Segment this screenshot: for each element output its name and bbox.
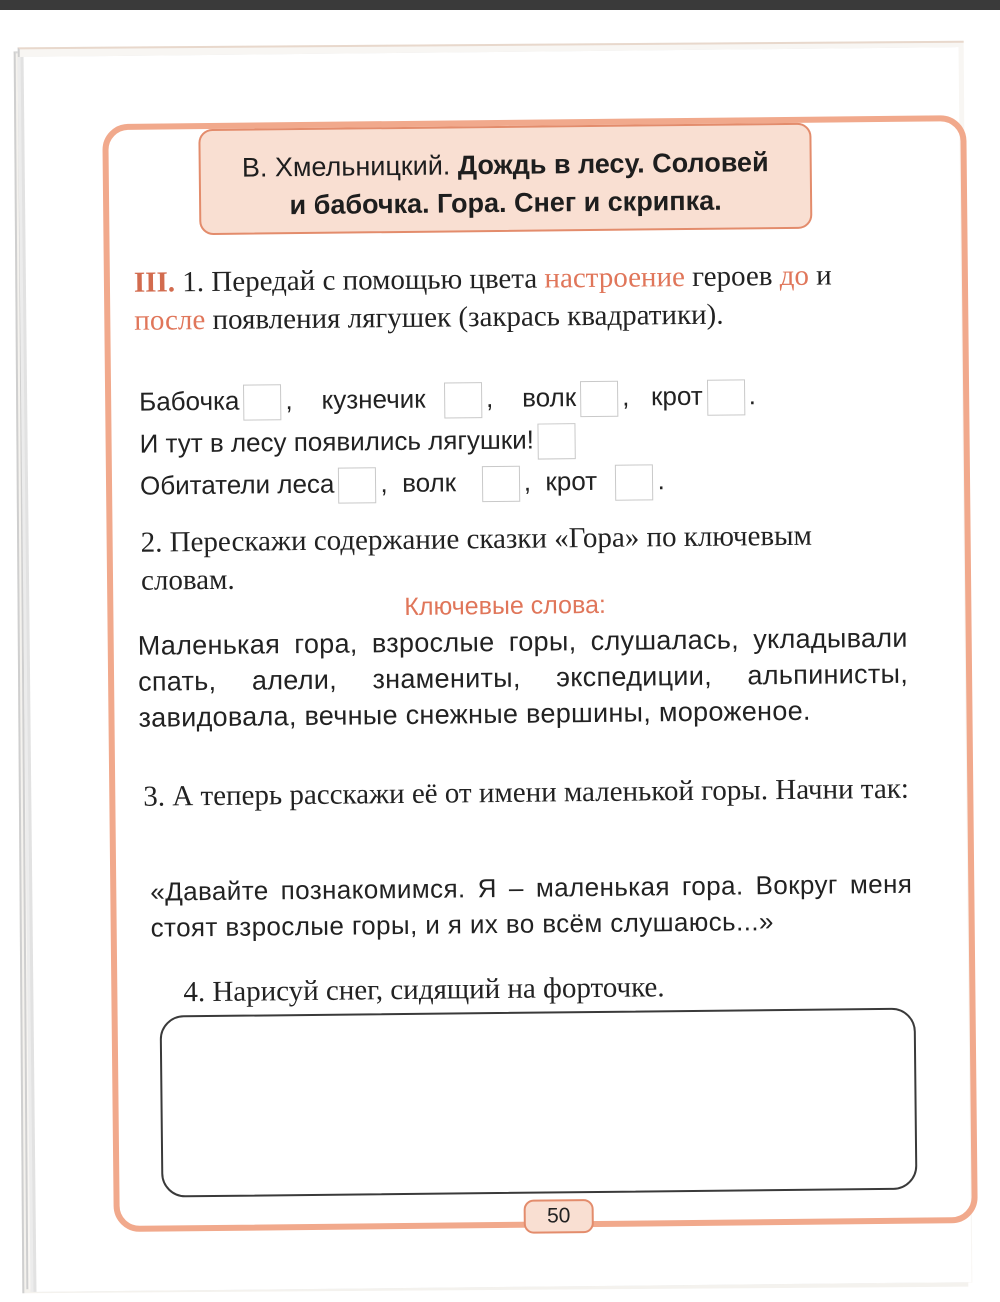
task-2: 2. Перескажи содержание сказки «Гора» по ключевым словам. bbox=[140, 519, 813, 597]
lesson-title bbox=[198, 123, 812, 235]
label-mole-after: крот bbox=[545, 465, 598, 497]
highlight-after: после bbox=[134, 304, 206, 337]
page-number: 50 bbox=[524, 1199, 594, 1234]
section-number: III. bbox=[133, 266, 176, 299]
line-before-frogs bbox=[139, 379, 756, 421]
drawing-area[interactable] bbox=[160, 1008, 918, 1198]
label-inhabitants: Обитатели леса bbox=[139, 468, 335, 501]
label-grasshopper: кузнечик bbox=[321, 383, 426, 415]
color-box-grasshopper[interactable] bbox=[444, 382, 482, 418]
color-box-mole-after[interactable] bbox=[615, 464, 653, 500]
color-box-frogs[interactable] bbox=[538, 423, 576, 459]
keywords-title: Ключевые слова: bbox=[404, 590, 606, 621]
comma: , bbox=[523, 466, 532, 497]
task-1-text-a: 1. Передай с помощью цвета bbox=[182, 262, 538, 299]
task-4: 4. Нарисуй снег, сидящий на форточке. bbox=[183, 971, 665, 1009]
scan-edge bbox=[0, 0, 1000, 10]
period: . bbox=[657, 465, 665, 496]
line-after-frogs bbox=[140, 464, 665, 505]
label-wolf: волк bbox=[521, 382, 577, 413]
line-frogs bbox=[139, 423, 580, 464]
label-frogs: И тут в лесу появились лягушки! bbox=[139, 424, 535, 459]
color-box-butterfly[interactable] bbox=[243, 384, 281, 420]
author-name: В. Хмельницкий. bbox=[241, 150, 451, 183]
task-1-text-d: появления лягушек (закрась квадратики). bbox=[212, 298, 724, 336]
color-box-wolf-after[interactable] bbox=[482, 466, 520, 502]
comma: , bbox=[621, 381, 630, 412]
label-butterfly: Бабочка bbox=[139, 385, 240, 417]
comma: , bbox=[485, 382, 494, 413]
works-title-line1: Дождь в лесу. Соловей bbox=[457, 147, 769, 181]
task-1-text-c: и bbox=[816, 259, 832, 292]
task-1-text-b: героев bbox=[691, 260, 773, 293]
color-box-wolf[interactable] bbox=[580, 381, 618, 417]
works-title-line2: и бабочка. Гора. Снег и скрипка. bbox=[289, 185, 722, 221]
workbook-page bbox=[24, 47, 972, 1292]
label-mole: крот bbox=[650, 380, 703, 412]
label-wolf-after: волк bbox=[401, 467, 457, 498]
comma: , bbox=[380, 468, 388, 499]
task-3: 3. А теперь расскажи её от имени маленькой горы. Начни так: bbox=[143, 772, 910, 813]
comma: , bbox=[285, 385, 293, 416]
color-box-mole[interactable] bbox=[706, 379, 744, 415]
story-start-quote: «Давайте познакомимся. Я – маленькая гора. Вокруг меня стоят взрослые горы, и я их во всём слушаюсь...» bbox=[150, 868, 913, 943]
highlight-before: до bbox=[779, 259, 810, 293]
period: . bbox=[748, 380, 757, 411]
keywords-text: Маленькая гора, взрослые горы, слушалась, укладывали спать, алели, знамениты, экспедиции, альпинисты, завидовала, вечные снежные вершины, мороженое. bbox=[137, 622, 909, 733]
task-1 bbox=[134, 256, 905, 340]
color-box-inhabitants[interactable] bbox=[338, 467, 376, 503]
highlight-mood: настроение bbox=[544, 261, 686, 295]
